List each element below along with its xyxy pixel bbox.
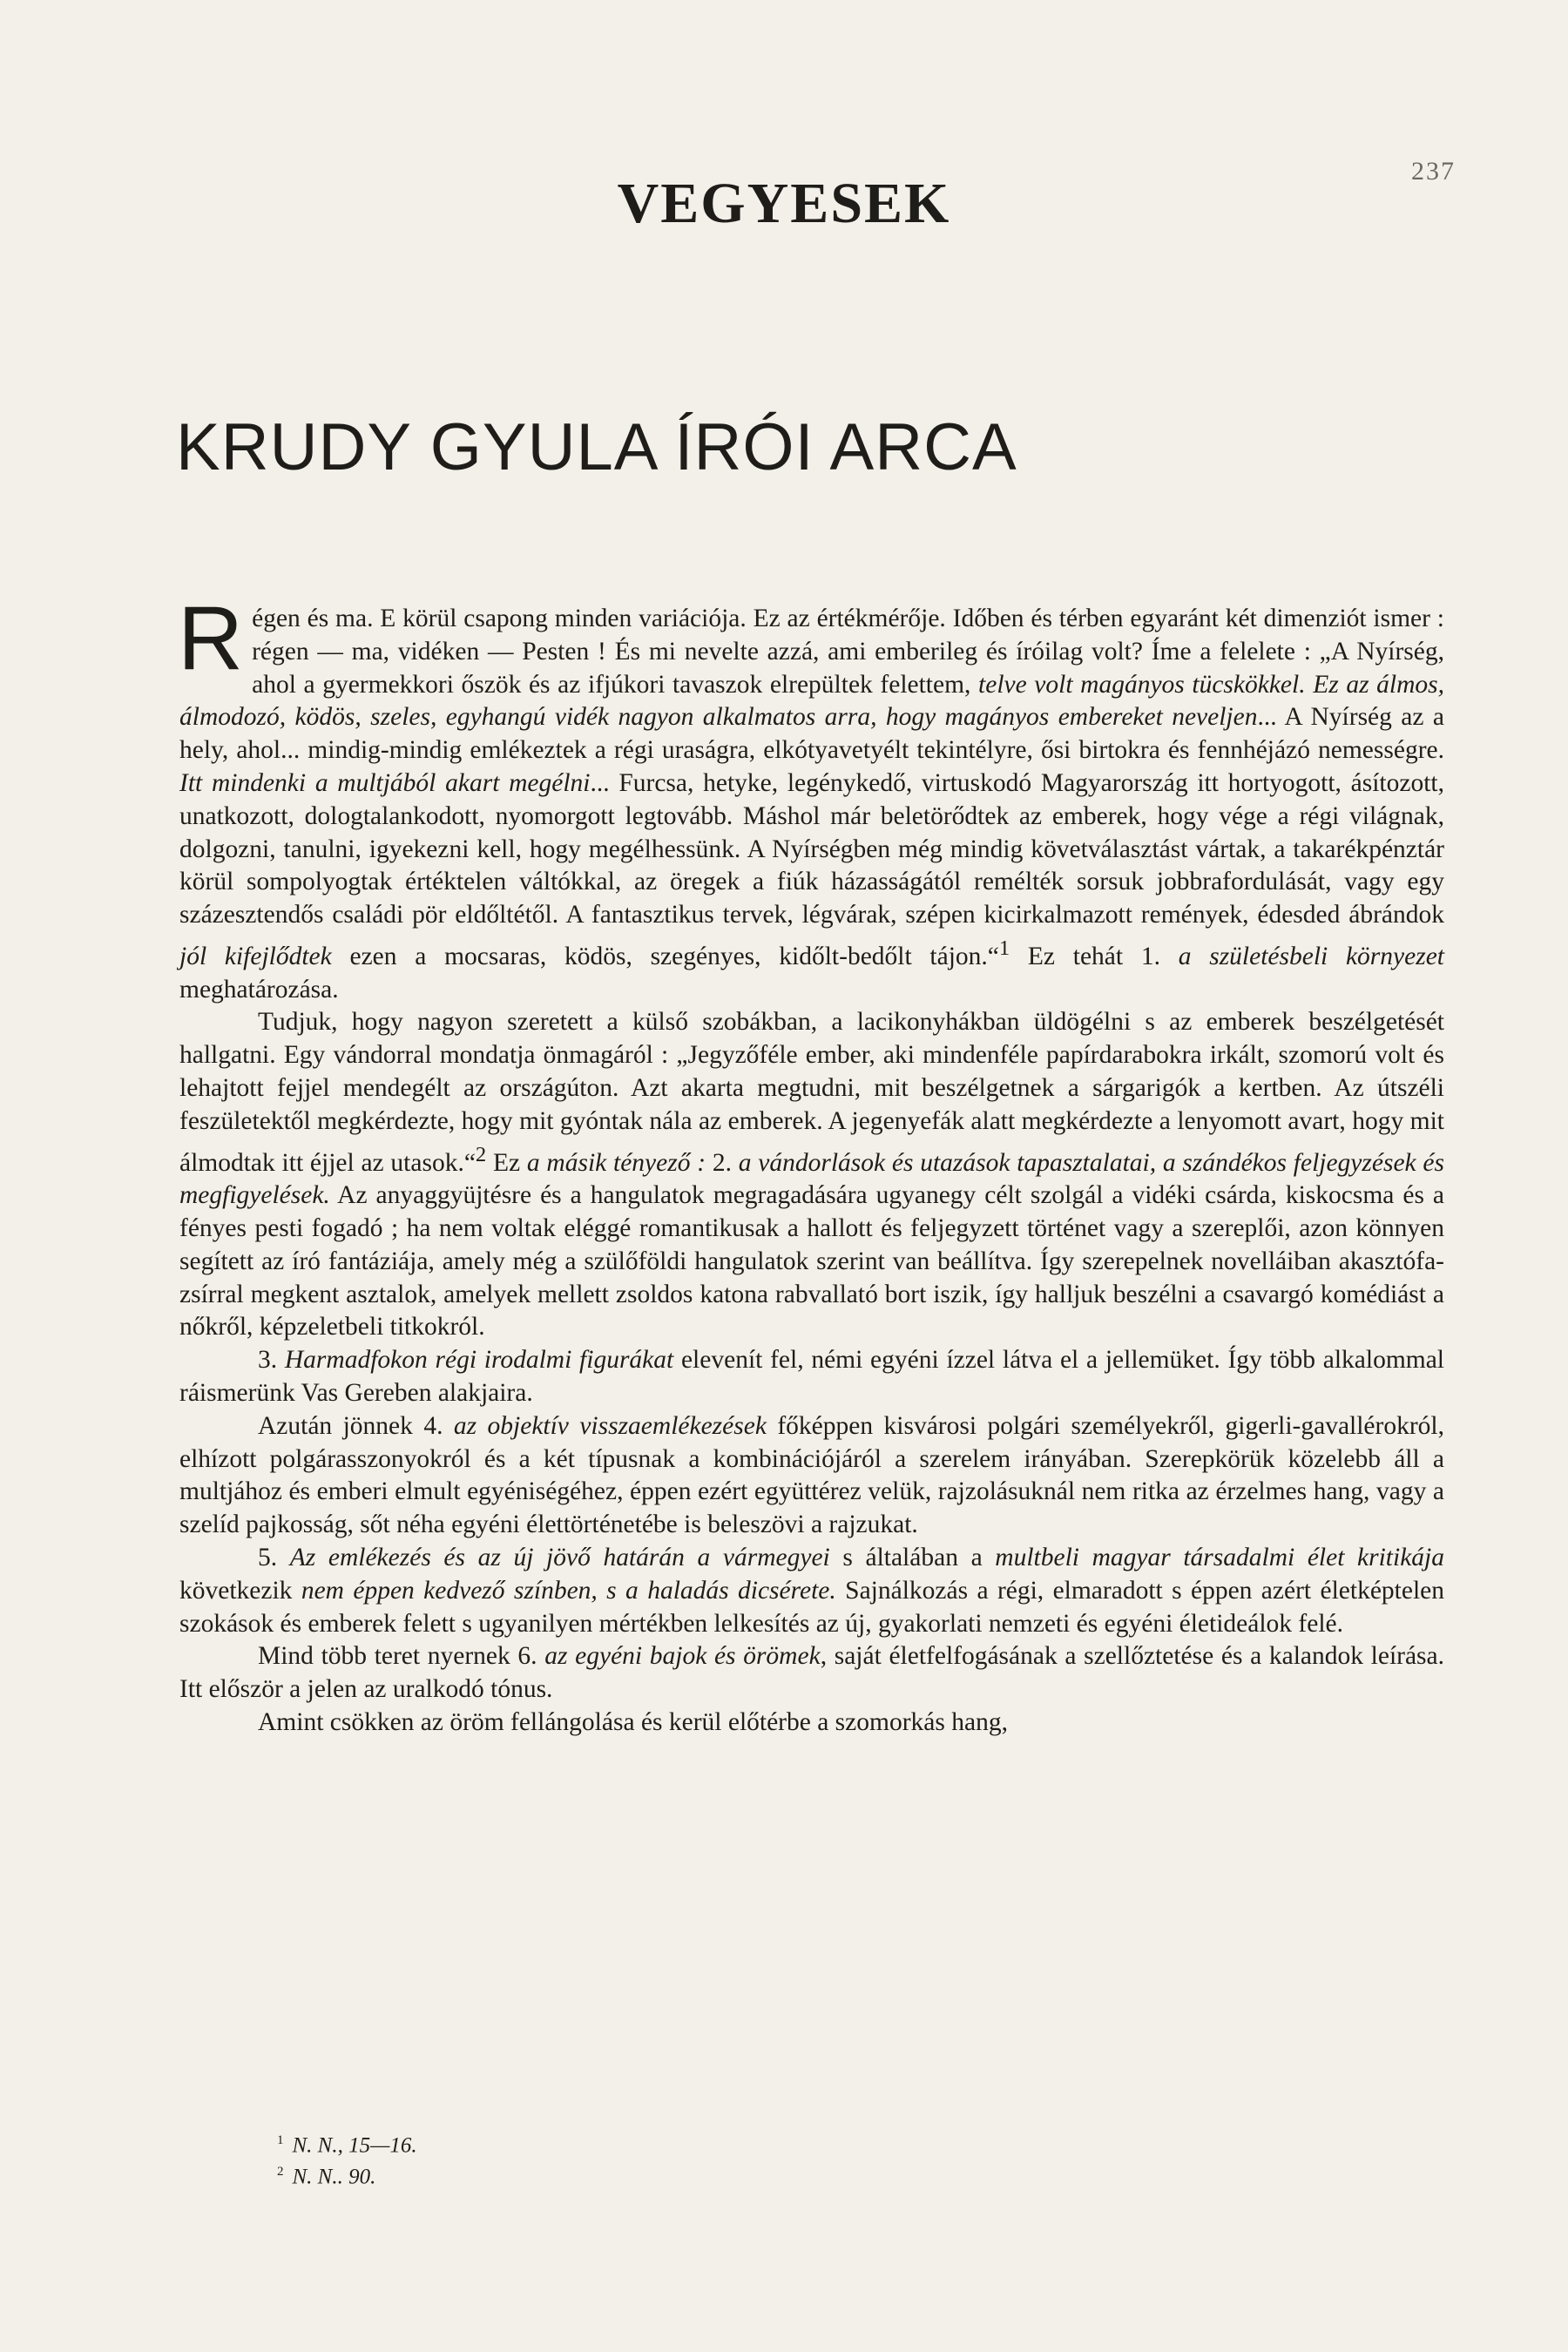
text-run: főképpen kisvárosi polgári személyekről, gigerli-gavallérokról, elhízott polgárasszonyokról és a két típusnak a kombinációjáról a szerelem irányában. Szerepkörük közelebb áll a multjához és emberi elmult egyéniségéhez, éppen ezért együttérez velük, rajzolásuknál nem ritka az érzelmes hang, vagy a szelíd pajkosság, sőt néha egyéni élettörténetébe is beleszövi a rajzukat. [179,1411,1444,1539]
italic-run: Az emlékezés és az új jövő határán a vármegyei [289,1543,830,1571]
text-run: 2. [712,1148,739,1177]
italic-run: Harmadfokon régi irodalmi figurákat [284,1346,674,1375]
text-run: ... A Nyírség az a hely, ahol... mindig-mindig emlékeztek a régi uraságra, elkótyavetyélt tekintélyre, ősi birtokra és fennhéjázó nemességre. [179,703,1444,765]
text-run: 5. [258,1543,290,1571]
text-run: Ez [486,1148,527,1177]
paragraph-6 [179,1640,1444,1707]
text-run: s általában a [829,1543,996,1571]
footnote-text: N. N., 15—16. [292,2133,417,2158]
text-run: Mind több teret nyernek 6. [258,1642,545,1671]
article-title: KRUDY GYULA ÍRÓI ARCA [176,410,1017,484]
italic-run: a másik tényező : [526,1148,713,1177]
paragraph-2 [179,1006,1444,1344]
paragraph-3 [179,1344,1444,1410]
italic-run: az objektív visszaemlékezések [453,1411,767,1440]
italic-run: telve volt magányos tücskökkel. Ez az álmos, álmodozó, ködös, szeles, egyhangú vidék nagyon alkalmatos arra, hogy magányos embereket neveljen [179,670,1445,732]
text-run: Amint csökken az öröm fellángolása és kerül előtérbe a szomorkás hang, [258,1707,1008,1736]
paragraph-5 [179,1542,1444,1640]
text-run: ... Furcsa, hetyke, legénykedő, virtuskodó Magyarország itt hortyogott, ásítozott, unatkozott, dologtalankodott, nyomorgott legtovább. Máshol már beletörődtek az emberek, hogy vége a régi világnak, dolgozni, tanulni, igyekezni kell, hogy megélhessünk. A Nyírségben még mindig követválasztást vártak, a takarékpénztár körül sompolyogtak értéktelen váltókkal, az öregek a fiúk házasságától remélték sorsuk jobbrafordulását, vagy egy százesztendős családi pör eldőltétől. A fantasztikus tervek, légvárak, szépen kicirkalmazott remények, édesded ábrándok [179,768,1444,929]
text-run: 3. [258,1346,285,1375]
text-run: Ez tehát 1. [1010,942,1179,970]
footnote-text: N. N.. 90. [292,2165,376,2189]
section-title: VEGYESEK [617,172,951,235]
italic-run: jól kifejlődtek [179,942,332,970]
paragraph-1 [178,588,1445,1006]
drop-cap: R [178,588,244,689]
italic-run: nem éppen kedvező színben, s a haladás dicsérete. [301,1576,836,1605]
text-run: meghatározása. [179,975,339,1004]
article-body [178,588,1445,1740]
footnote-ref: 2 [475,1142,487,1166]
paragraph-4 [179,1410,1444,1542]
italic-run: az egyéni bajok és örömek [544,1642,821,1671]
italic-run: a születésbeli környezet [1178,942,1444,970]
text-run: Tudjuk, hogy nagyon szeretett a külső szobákban, a lacikonyhákban üldögélni s az emberek beszélgetését hallgatni. Egy vándorral mondatja önmagáról : „Jegyzőféle ember, aki mindenféle papírdarabokra irkált, szomorú volt és lehajtott fejjel mendegélt az országúton. Azt akarta megtudni, mit beszélgetnek a sárgarigók a kertben. Az útszéli feszületektől megkérdezte, hogy mit gyóntak nála az emberek. A jegenyefák alatt megkérdezte a lenyomott avart, hogy mit álmodtak itt éjjel az utasok.“ [179,1008,1444,1177]
footnote-1 [277,2127,417,2159]
italic-run: multbeli magyar társadalmi élet kritikája [995,1543,1444,1571]
footnotes [277,2127,417,2191]
text-run: Az anyaggyüjtésre és a hangulatok megragadására ugyanegy célt szolgál a vidéki csárda, kiskocsma és a fényes pesti fogadó ; ha nem voltak eléggé romantikusak a hallott és feljegyzett történet vagy a szereplői, azon könnyen segített az író fantáziája, amely még a szülőföldi hangulatok szerint van beállítva. Így szerepelnek novelláiban akasztófa-zsírral megkent asztalok, amelyek mellett zsoldos katona rabvallató bort iszik, így halljuk beszélni a csavargó komédiást a nőkről, képzeletbeli titkokról. [179,1181,1444,1342]
text-run: égen és ma. E körül csapong minden variációja. Ez az értékmérője. Időben és térben egyaránt két dimenziót ismer : régen — ma, vidéken — Pesten ! És mi nevelte azzá, ami emberileg és íróilag volt? Íme a felelete : „A Nyírség, ahol a gyermekkori őszök és az ifjúkori tavaszok elrepültek felettem, [252,605,1444,699]
footnote-mark: 1 [277,2133,284,2147]
page-number: 237 [1411,157,1456,186]
text-run: Sajnálkozás a régi, elmaradott s éppen azért életképtelen szokások és emberek felett s ugyanilyen mértékben lelkesítés az új, gyakorlati nemzeti és egyéni életideálok felé. [179,1576,1444,1638]
text-run: következik [179,1576,301,1605]
footnote-mark: 2 [277,2165,284,2180]
text-run: elevenít fel, némi egyéni ízzel látva el a jellemüket. Így több alkalommal ráismerünk Vas Gereben alakjaira. [179,1346,1444,1407]
italic-run: a vándorlások és utazások tapasztalatai, a szándékos feljegyzések és megfigyelések. [179,1148,1444,1210]
text-run: Azután jönnek 4. [258,1411,454,1440]
footnote-2 [277,2159,417,2190]
text-run: , saját életfelfogásának a szellőztetése és a kalandok leírása. Itt először a jelen az uralkodó tónus. [179,1642,1445,1704]
italic-run: Itt mindenki a multjából akart megélni [179,768,591,797]
footnote-ref: 1 [998,936,1010,960]
paragraph-7 [179,1707,1444,1740]
text-run: ezen a mocsaras, ködös, szegényes, kidőlt-bedőlt tájon.“ [331,942,999,970]
